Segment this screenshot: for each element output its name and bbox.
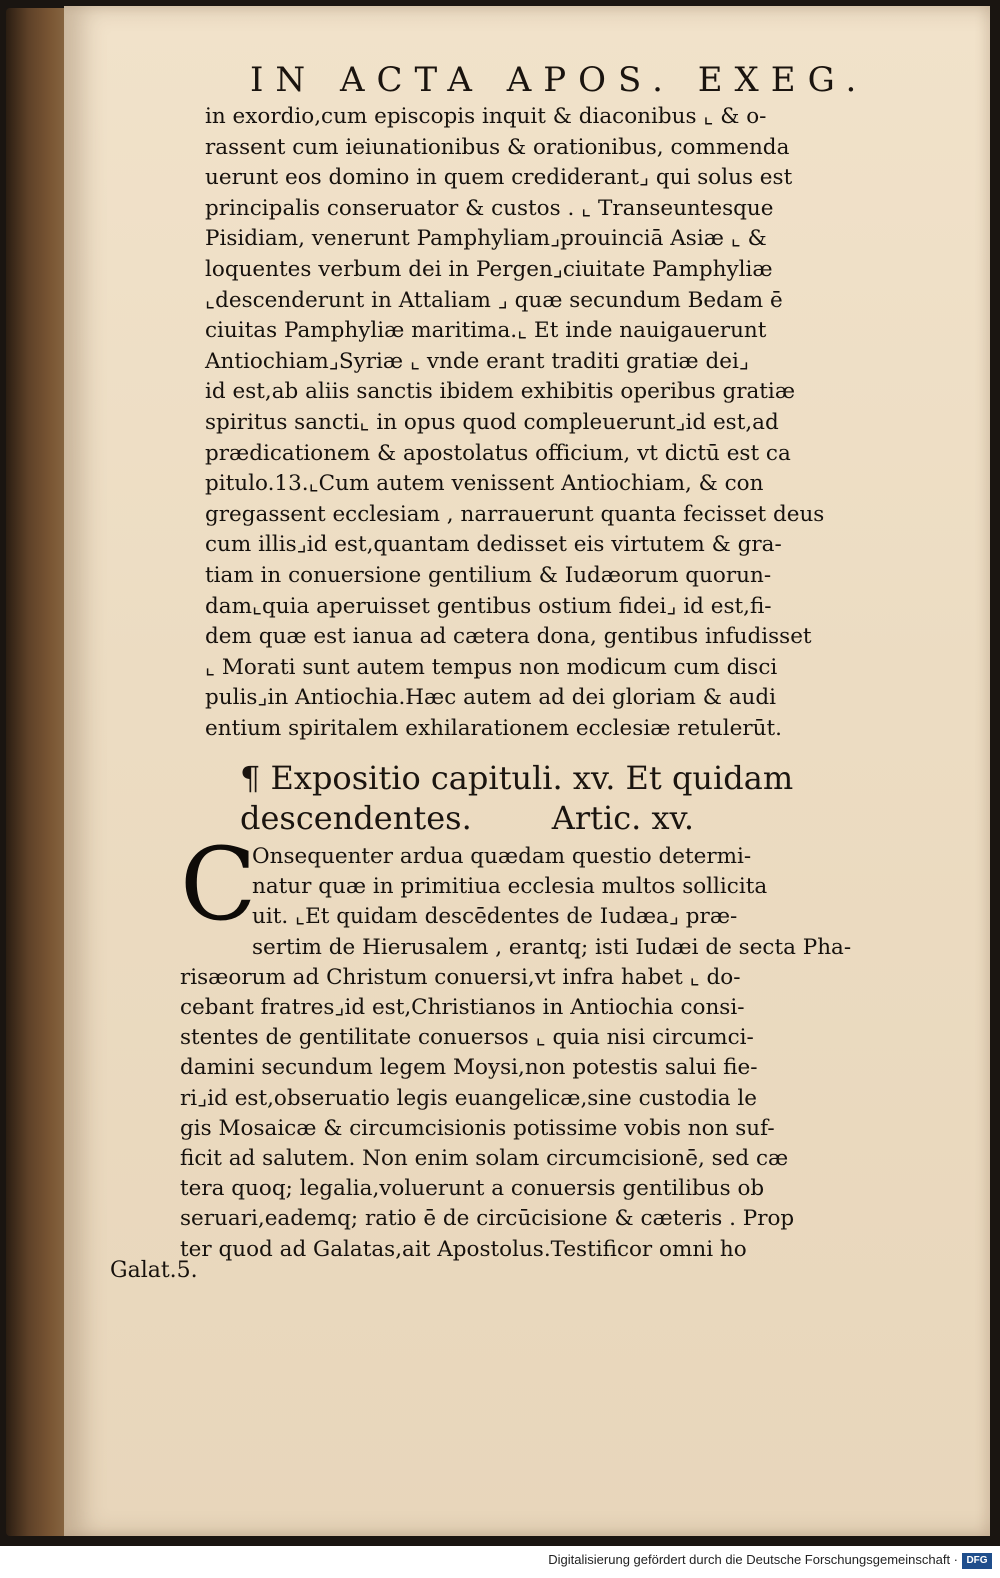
text-line: ⌞ Morati sunt autem tempus non modicum cum disci (205, 654, 778, 680)
text-line: dam⌞quia aperuisset gentibus ostium fidei⌟ id est,fi- (205, 593, 772, 619)
body-text (205, 102, 940, 744)
margin-note: Galat.5. (110, 1258, 198, 1283)
text-line: Onsequenter ardua quædam questio determi- (252, 844, 752, 869)
text-line: tera quoq; legalia,voluerunt a conuersis gentilibus ob (180, 1176, 765, 1202)
section-text (180, 826, 940, 1265)
text-line: ciuitas Pamphyliæ maritima.⌞ Et inde nauigauerunt (205, 318, 767, 344)
text-line: prædicationem & apostolatus officium, vt dictū est ca (205, 440, 791, 466)
text-line: seruari,eademq; ratio ē de circūcisione & cæteris . Prop (180, 1206, 795, 1232)
text-line: rassent cum ieiunationibus & orationibus, commenda (205, 134, 790, 160)
text-line: ⌞descenderunt in Attaliam ⌟ quæ secundum Bedam ē (205, 287, 783, 313)
text-line: cum illis⌟id est,quantam dedisset eis virtutem & gra- (205, 532, 782, 558)
text-line: natur quæ in primitiua ecclesia multos sollicita (252, 874, 768, 900)
running-header: IN ACTA APOS. EXEG. (250, 60, 869, 100)
drop-cap: C (180, 826, 257, 943)
book-edge (6, 8, 70, 1536)
text-line: Pisidiam, venerunt Pamphyliam⌟prouinciā Asiæ ⌞ & (205, 226, 767, 252)
text-line: principalis conseruator & custos . ⌞ Transeuntesque (205, 195, 774, 221)
text-line: pitulo.13.⌞Cum autem venissent Antiochiam, & con (205, 471, 764, 497)
text-line: spiritus sancti⌞ in opus quod compleuerunt⌟id est,ad (205, 409, 779, 435)
text-line: cebant fratres⌟id est,Christianos in Antiochia consi- (180, 995, 745, 1021)
text-line: loquentes verbum dei in Pergen⌟ciuitate Pamphyliæ (205, 256, 773, 282)
text-line: tiam in conuersione gentilium & Iudæorum quorun- (205, 562, 772, 588)
digitization-credit: Digitalisierung gefördert durch die Deutsche Forschungsgemeinschaft · (548, 1552, 958, 1567)
text-line: ficit ad salutem. Non enim solam circumcisionē, sed cæ (180, 1146, 789, 1172)
section-heading (240, 758, 940, 838)
text-line: risæorum ad Christum conuersi,vt infra habet ⌞ do- (180, 964, 741, 990)
text-line: entium spiritalem exhilarationem ecclesiæ retulerūt. (205, 715, 782, 741)
dfg-logo: DFG (962, 1553, 992, 1569)
text-line: sertim de Hierusalem , erantq; isti Iudæi de secta Pha- (252, 934, 852, 960)
text-line: stentes de gentilitate conuersos ⌞ quia nisi circumci- (180, 1025, 754, 1051)
text-line: gregassent ecclesiam , narrauerunt quanta fecisset deus (205, 501, 825, 527)
text-line: damini secundum legem Moysi,non potestis salui fie- (180, 1055, 758, 1081)
heading-line-2 (240, 798, 940, 838)
text-line: id est,ab aliis sanctis ibidem exhibitis operibus gratiæ (205, 379, 796, 405)
article-number: Artic. xv. (551, 799, 694, 837)
text-line: in exordio,cum episcopis inquit & diaconibus ⌞ & o- (205, 104, 767, 129)
text-line: uit. ⌞Et quidam descēdentes de Iudæa⌟ præ- (252, 904, 738, 930)
heading-title-cont: descendentes. (240, 799, 472, 837)
text-line: Antiochiam⌟Syriæ ⌞ vnde erant traditi gratiæ dei⌟ (205, 348, 749, 374)
text-line: uerunt eos domino in quem crediderant⌟ qui solus est (205, 165, 793, 191)
heading-line-1: ¶ Expositio capituli. xv. Et quidam (240, 759, 794, 797)
text-line: dem quæ est ianua ad cætera dona, gentibus infudisset (205, 624, 812, 650)
text-line: ter quod ad Galatas,ait Apostolus.Testificor omni ho (180, 1236, 747, 1262)
text-line: pulis⌟in Antiochia.Hæc autem ad dei gloriam & audi (205, 685, 777, 711)
text-line: ri⌟id est,obseruatio legis euangelicæ,sine custodia le (180, 1085, 758, 1111)
text-line: gis Mosaicæ & circumcisionis potissime vobis non suf- (180, 1115, 775, 1141)
